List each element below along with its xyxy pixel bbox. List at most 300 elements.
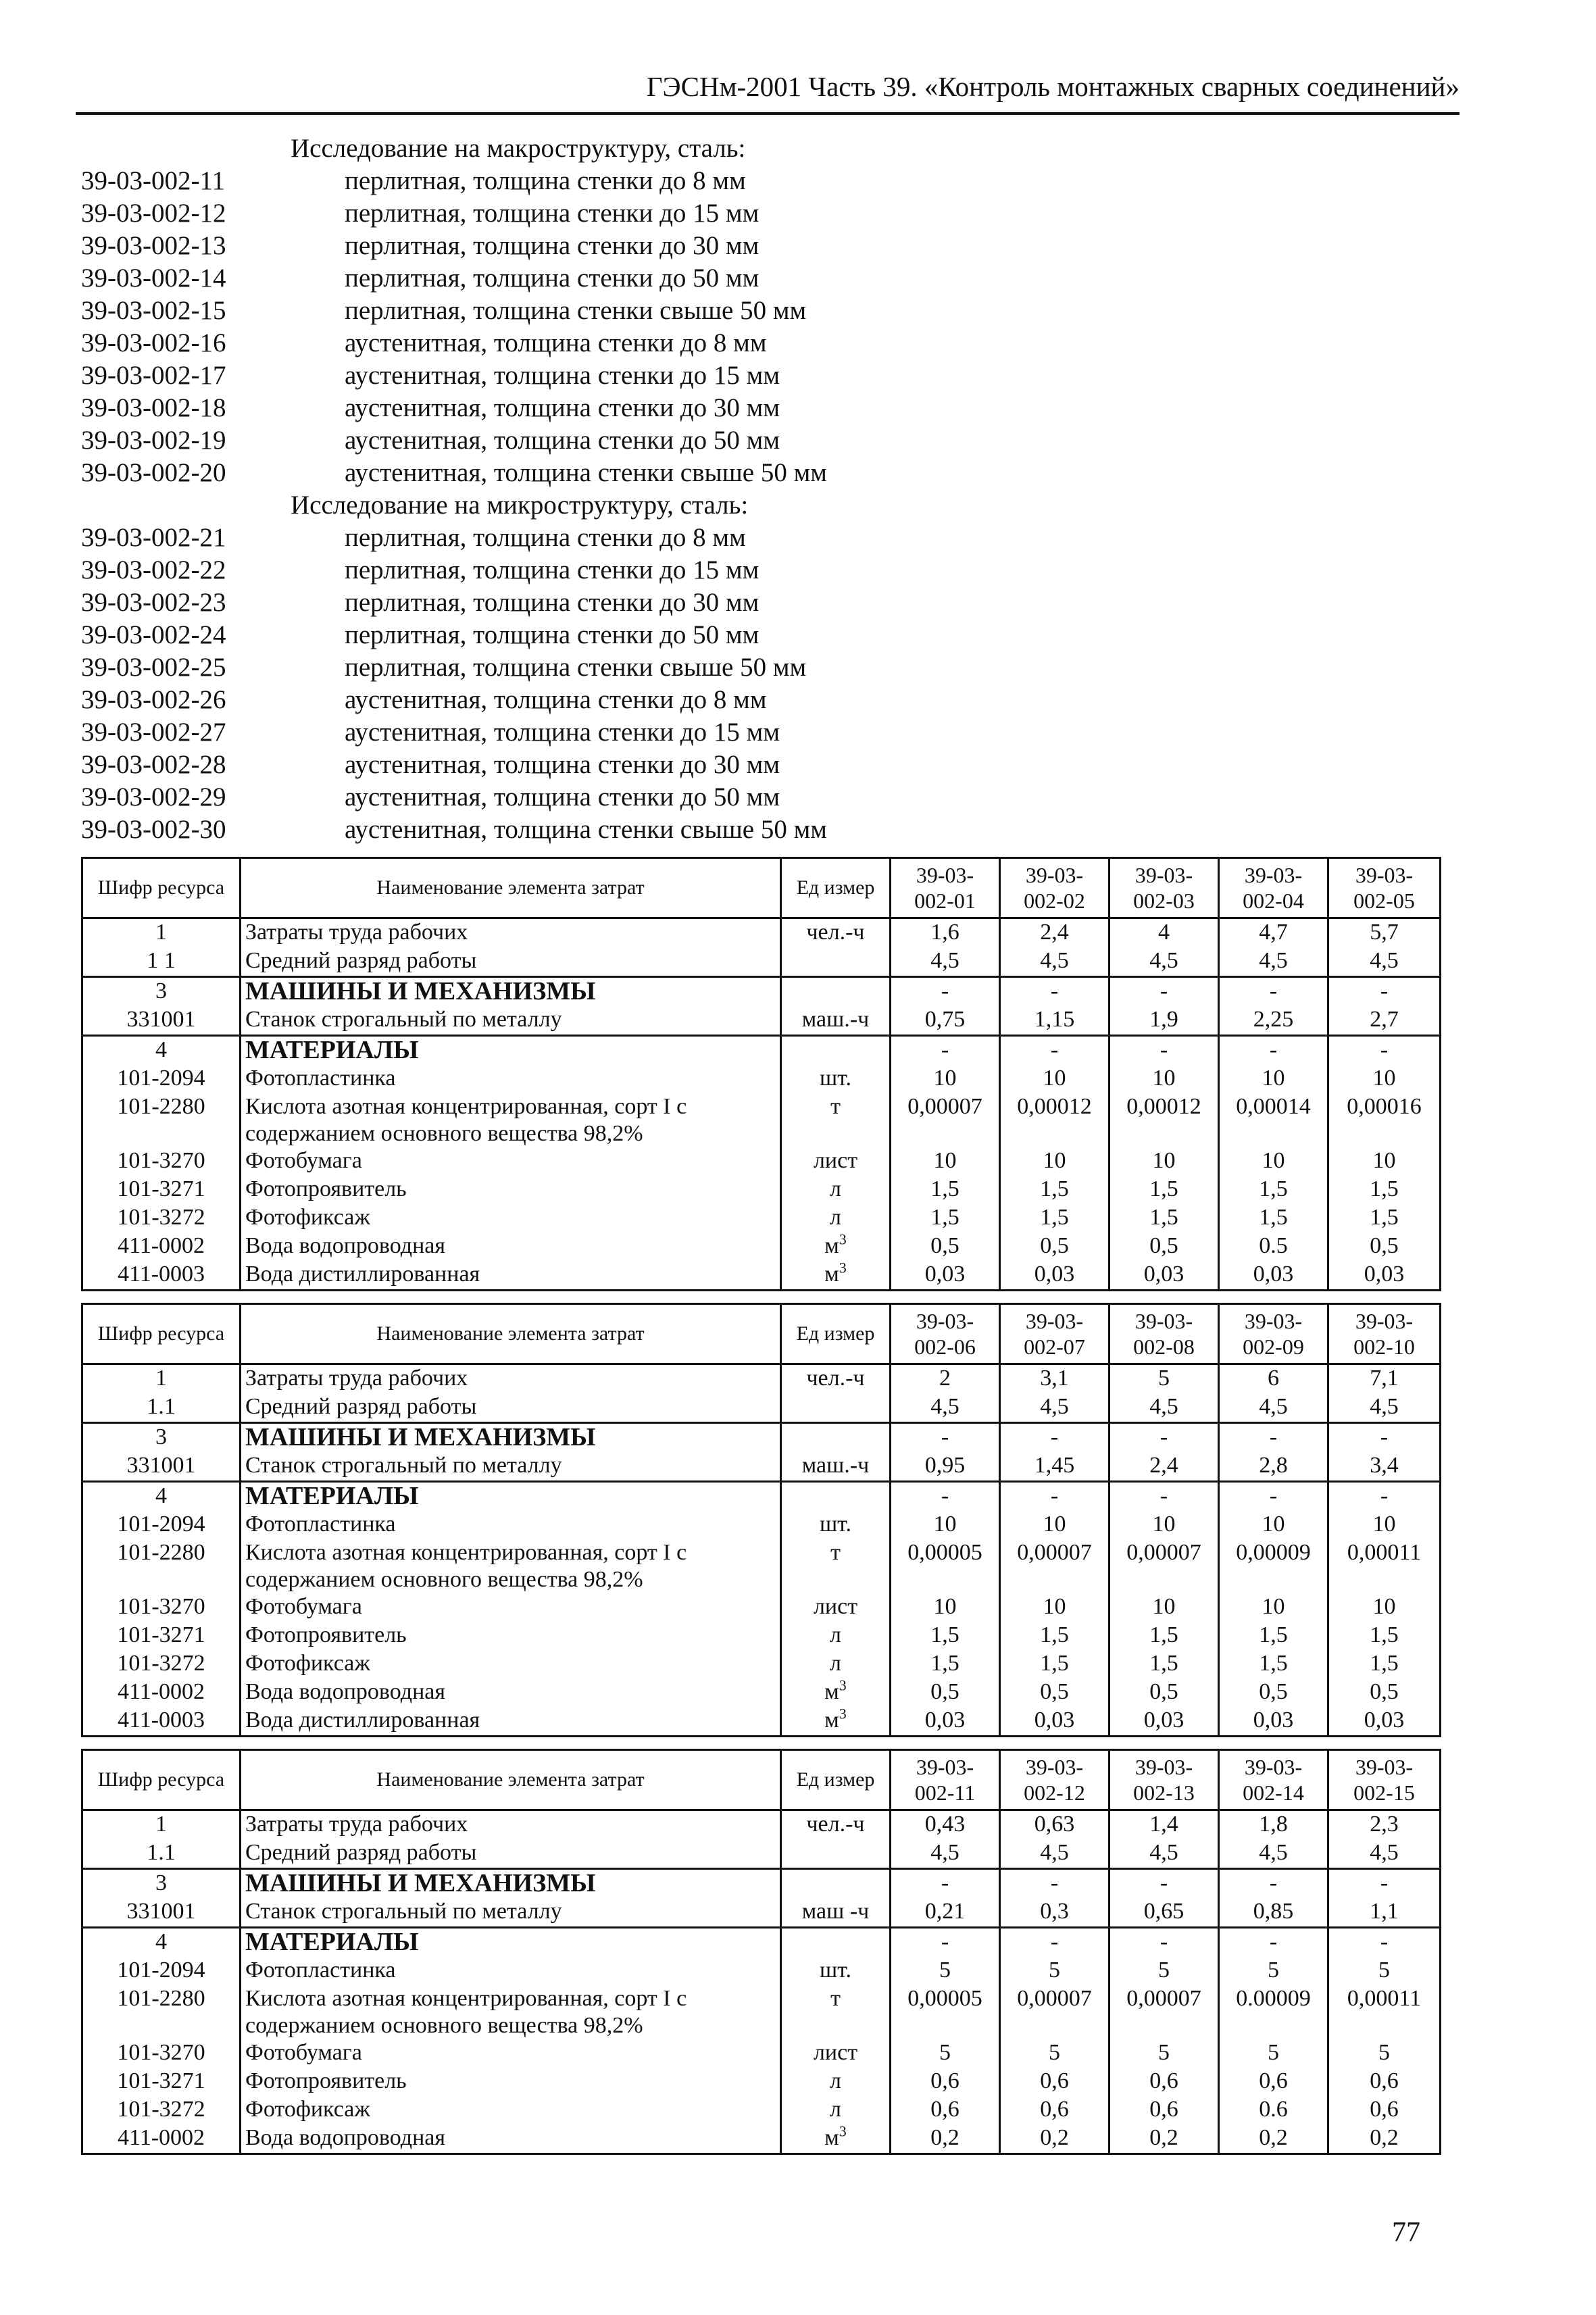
norm-value: 4,5 [1219, 1393, 1328, 1423]
code-list-item [81, 684, 959, 716]
resource-code: 411-0003 [82, 1261, 241, 1291]
norm-value: 1,5 [1109, 1176, 1219, 1204]
resource-name: Кислота азотная концентрированная, сорт I с содержанием основного вещества 98,2% [241, 1985, 781, 2039]
norm-value: 0,65 [1109, 1898, 1219, 1928]
unit-text: т [830, 1540, 841, 1565]
norm-value: 10 [891, 1511, 1000, 1539]
unit-text: т [830, 1094, 841, 1119]
norm-code-part: 39-03- [1355, 1309, 1414, 1333]
norm-value: 1,5 [1328, 1650, 1441, 1678]
norm-code-part: 002-08 [1133, 1335, 1195, 1359]
norm-value: - [1000, 1423, 1109, 1453]
resource-unit [781, 1423, 891, 1453]
unit-text: л [830, 1176, 841, 1201]
norm-value: 0.6 [1219, 2096, 1328, 2124]
norm-value: - [1328, 1036, 1441, 1066]
code-list-code: 39-03-002-30 [81, 815, 226, 844]
norm-value: 10 [891, 1065, 1000, 1093]
norm-code-part: 002-04 [1243, 889, 1304, 913]
norm-value: 10 [1328, 1147, 1441, 1176]
norm-value: 0,03 [1328, 1707, 1441, 1737]
norm-value: 0,6 [1328, 2068, 1441, 2096]
norm-value: 1,5 [1219, 1622, 1328, 1650]
resource-unit [781, 1839, 891, 1869]
norm-code-part: 002-12 [1024, 1781, 1085, 1805]
resource-code: 3 [82, 1423, 241, 1453]
table-header-row [82, 858, 1441, 918]
norm-value: 0,2 [891, 2124, 1000, 2154]
norm-value: 0,00005 [891, 1539, 1000, 1593]
table-row [82, 977, 1441, 1007]
resource-unit [781, 1539, 891, 1593]
resource-unit [781, 1364, 891, 1394]
resource-code: 101-3272 [82, 1204, 241, 1233]
unit-text: л [830, 2097, 841, 2122]
unit-text: маш -ч [801, 1899, 870, 1924]
unit-text: лист [813, 1148, 858, 1173]
header-unit: Ед измер [781, 858, 891, 918]
code-list-description: перлитная, толщина стенки до 8 мм [345, 166, 746, 195]
code-list-item [81, 619, 959, 651]
norm-value: 5 [1000, 1957, 1109, 1985]
code-list-item [81, 262, 959, 295]
code-list-description: аустенитная, толщина стенки до 8 мм [345, 685, 767, 714]
norm-value: 0,43 [891, 1810, 1000, 1840]
unit-text: м [824, 2125, 839, 2150]
norm-value: 4,5 [891, 947, 1000, 977]
unit-superscript: 3 [839, 1676, 847, 1694]
code-list-description: аустенитная, толщина стенки свыше 50 мм [345, 815, 827, 844]
resource-code: 1 1 [82, 947, 241, 977]
resource-unit [781, 1176, 891, 1204]
table-header-row [82, 1750, 1441, 1810]
resource-name: МАТЕРИАЛЫ [241, 1036, 781, 1066]
resource-name: Станок строгальный по металлу [241, 1452, 781, 1482]
norm-value: 2 [891, 1364, 1000, 1394]
norm-value: 10 [1109, 1511, 1219, 1539]
norm-value: 10 [1328, 1065, 1441, 1093]
resource-name: Вода водопроводная [241, 1233, 781, 1261]
norm-value: 0,00009 [1219, 1539, 1328, 1593]
norm-value: 5,7 [1328, 918, 1441, 948]
resource-code: 101-3272 [82, 1650, 241, 1678]
unit-text: шт. [820, 1958, 851, 1983]
norm-value: 10 [1328, 1511, 1441, 1539]
header-code: Шифр ресурса [82, 858, 241, 918]
norm-value: 1,5 [891, 1650, 1000, 1678]
code-list-description: аустенитная, толщина стенки до 15 мм [345, 361, 780, 390]
table-row [82, 1511, 1441, 1539]
unit-text: шт. [820, 1066, 851, 1091]
resource-code: 331001 [82, 1006, 241, 1036]
norm-value: 1,5 [1219, 1176, 1328, 1204]
resource-code: 411-0003 [82, 1707, 241, 1737]
norm-value: - [1219, 1482, 1328, 1512]
header-name: Наименование элемента затрат [241, 1750, 781, 1810]
resource-code: 101-3271 [82, 1622, 241, 1650]
resource-name: Фотопластинка [241, 1065, 781, 1093]
norm-value: 5 [1219, 2039, 1328, 2068]
resource-code: 331001 [82, 1452, 241, 1482]
norm-value: 0,00011 [1328, 1539, 1441, 1593]
norm-value: 4,5 [1328, 947, 1441, 977]
code-list-code: 39-03-002-23 [81, 588, 226, 617]
table-row [82, 1593, 1441, 1622]
code-list-description: перлитная, толщина стенки до 50 мм [345, 264, 759, 293]
norm-value: 0,6 [1000, 2068, 1109, 2096]
norm-value: - [1000, 977, 1109, 1007]
code-list-code: 39-03-002-15 [81, 296, 226, 325]
resource-code: 1 [82, 1364, 241, 1394]
resource-unit [781, 1898, 891, 1928]
norm-value: 5 [1109, 2039, 1219, 2068]
norm-value: - [891, 977, 1000, 1007]
resource-name: МАШИНЫ И МЕХАНИЗМЫ [241, 977, 781, 1007]
header-rule [76, 112, 1460, 115]
table-row [82, 1928, 1441, 1958]
norm-value: - [1219, 1036, 1328, 1066]
norm-value: - [1109, 1036, 1219, 1066]
norm-value: 2,4 [1109, 1452, 1219, 1482]
code-list-item [81, 651, 959, 684]
code-list-description: перлитная, толщина стенки до 30 мм [345, 588, 759, 617]
resource-code: 1.1 [82, 1839, 241, 1869]
norm-value: 10 [891, 1147, 1000, 1176]
norm-value: 0,00012 [1109, 1093, 1219, 1147]
norm-value: 10 [891, 1593, 1000, 1622]
header-name: Наименование элемента затрат [241, 858, 781, 918]
resource-name: Фотопроявитель [241, 2068, 781, 2096]
norm-value: 0,6 [1109, 2096, 1219, 2124]
header-norm-code [891, 1750, 1000, 1810]
code-list-item [81, 814, 959, 846]
resource-name: Фотобумага [241, 1147, 781, 1176]
resource-unit [781, 1230, 891, 1261]
norm-value: 1,9 [1109, 1006, 1219, 1036]
unit-text: л [830, 1622, 841, 1647]
norm-value: 0,5 [891, 1233, 1000, 1261]
code-list-code: 39-03-002-13 [81, 231, 226, 260]
resource-name: Фотопроявитель [241, 1176, 781, 1204]
resource-name: Вода водопроводная [241, 2124, 781, 2154]
norm-value: 0,3 [1000, 1898, 1109, 1928]
table-row [82, 1622, 1441, 1650]
unit-text: м [824, 1262, 839, 1287]
resource-unit [781, 1452, 891, 1482]
resource-code: 101-3272 [82, 2096, 241, 2124]
unit-text: чел.-ч [806, 920, 865, 945]
header-unit: Ед измер [781, 1304, 891, 1364]
norm-value: 1,5 [1000, 1622, 1109, 1650]
norm-code-part: 002-05 [1353, 889, 1415, 913]
code-list-item [81, 197, 959, 230]
norm-value: 0,5 [1328, 1233, 1441, 1261]
code-list-code: 39-03-002-17 [81, 361, 226, 390]
table-row [82, 1957, 1441, 1985]
resource-unit [781, 1593, 891, 1622]
norm-value: 5 [891, 1957, 1000, 1985]
norm-value: 0,00016 [1328, 1093, 1441, 1147]
resource-unit [781, 947, 891, 977]
header-code: Шифр ресурса [82, 1304, 241, 1364]
table-row [82, 1869, 1441, 1899]
resource-name: Фотобумага [241, 1593, 781, 1622]
norm-code-part: 002-09 [1243, 1335, 1304, 1359]
header-norm-code [1328, 1304, 1441, 1364]
code-list-code: 39-03-002-12 [81, 199, 226, 228]
norm-value: 5 [891, 2039, 1000, 2068]
norm-value: 10 [1000, 1593, 1109, 1622]
resource-name: Средний разряд работы [241, 1393, 781, 1423]
header-norm-code [1109, 858, 1219, 918]
norm-code-part: 39-03- [1244, 1309, 1303, 1333]
code-list-item [81, 392, 959, 424]
norm-value: 0.00009 [1219, 1985, 1328, 2039]
norm-value: 5 [1109, 1364, 1219, 1394]
table-row [82, 1233, 1441, 1261]
norm-value: 1,1 [1328, 1898, 1441, 1928]
code-list-item [81, 165, 959, 197]
norm-code-part: 002-15 [1353, 1781, 1415, 1805]
norm-value: 7,1 [1328, 1364, 1441, 1394]
resource-unit [781, 1622, 891, 1650]
table-row [82, 2039, 1441, 2068]
resource-code: 4 [82, 1482, 241, 1512]
resource-unit [781, 1393, 891, 1423]
norm-value: 5 [1109, 1957, 1219, 1985]
norm-value: 1,5 [1109, 1622, 1219, 1650]
norm-value: 4,5 [1000, 1839, 1109, 1869]
norm-value: 3,4 [1328, 1452, 1441, 1482]
header-norm-code [1109, 1304, 1219, 1364]
unit-text: т [830, 1986, 841, 2011]
resource-code: 411-0002 [82, 1233, 241, 1261]
resource-name: Средний разряд работы [241, 1839, 781, 1869]
code-list-item [81, 457, 959, 489]
norm-value: 0,00011 [1328, 1985, 1441, 2039]
unit-text: м [824, 1679, 839, 1704]
resource-code: 101-2280 [82, 1539, 241, 1593]
resource-name: Фотопроявитель [241, 1622, 781, 1650]
table-row [82, 1147, 1441, 1176]
norm-code-part: 002-03 [1133, 889, 1195, 913]
page-number: 77 [1392, 2217, 1420, 2248]
table-header-row [82, 1304, 1441, 1364]
table-row [82, 947, 1441, 977]
norm-value: 0,5 [1000, 1233, 1109, 1261]
norm-value: 10 [1328, 1593, 1441, 1622]
norm-code-part: 39-03- [1355, 1755, 1414, 1779]
norm-value: 0,5 [1328, 1678, 1441, 1707]
norm-value: 10 [1109, 1593, 1219, 1622]
code-list-code: 39-03-002-18 [81, 393, 226, 422]
norm-code-part: 002-01 [914, 889, 976, 913]
norm-value: - [1219, 1869, 1328, 1899]
table-row [82, 1985, 1441, 2039]
resource-code: 101-2094 [82, 1957, 241, 1985]
norm-value: 4,5 [891, 1839, 1000, 1869]
resource-unit [781, 1957, 891, 1985]
norm-value: 4,5 [1109, 947, 1219, 977]
unit-text: л [830, 1205, 841, 1230]
resource-unit [781, 1036, 891, 1066]
norm-code-part: 002-10 [1353, 1335, 1415, 1359]
code-list-code: 39-03-002-14 [81, 264, 226, 293]
code-list-code: 39-03-002-21 [81, 523, 226, 552]
norm-value: 4,5 [1000, 947, 1109, 977]
code-list-description: Исследование на микроструктуру, сталь: [291, 491, 749, 520]
norm-value: 1,5 [1109, 1204, 1219, 1233]
table-row [82, 1065, 1441, 1093]
code-list-code: 39-03-002-16 [81, 328, 226, 357]
norm-value: 0,03 [1109, 1707, 1219, 1737]
norm-code-part: 002-07 [1024, 1335, 1085, 1359]
resource-name: Кислота азотная концентрированная, сорт I с содержанием основного вещества 98,2% [241, 1539, 781, 1593]
norm-value: - [1328, 977, 1441, 1007]
norm-value: - [1000, 1036, 1109, 1066]
norm-value: - [891, 1482, 1000, 1512]
norm-value: 0,03 [1219, 1261, 1328, 1291]
norm-value: 5 [1000, 2039, 1109, 2068]
norm-value: 1,5 [1000, 1176, 1109, 1204]
resource-code: 1 [82, 1810, 241, 1840]
code-list-code: 39-03-002-25 [81, 653, 226, 682]
resource-name: Вода водопроводная [241, 1678, 781, 1707]
resource-code: 101-2094 [82, 1065, 241, 1093]
norm-value: - [1328, 1869, 1441, 1899]
norm-value: - [1000, 1482, 1109, 1512]
norm-value: - [1328, 1928, 1441, 1958]
unit-text: чел.-ч [806, 1812, 865, 1837]
code-list-code: 39-03-002-20 [81, 458, 226, 487]
code-list-description: перлитная, толщина стенки до 15 мм [345, 555, 759, 584]
code-list-description: аустенитная, толщина стенки до 30 мм [345, 750, 780, 779]
header-norm-code [1000, 1304, 1109, 1364]
norm-value: 4,5 [1109, 1393, 1219, 1423]
table-row [82, 2096, 1441, 2124]
unit-text: маш.-ч [801, 1007, 870, 1032]
resource-name: Кислота азотная концентрированная, сорт I с содержанием основного вещества 98,2% [241, 1093, 781, 1147]
resource-unit [781, 1093, 891, 1147]
resource-name: Затраты труда рабочих [241, 1810, 781, 1840]
code-list-code: 39-03-002-28 [81, 750, 226, 779]
norm-value: 0,2 [1000, 2124, 1109, 2154]
norm-value: 0,00007 [1000, 1539, 1109, 1593]
norm-value: 4,5 [1000, 1393, 1109, 1423]
code-list-item [81, 230, 959, 262]
norm-value: 0,00014 [1219, 1093, 1328, 1147]
resource-code: 101-3271 [82, 1176, 241, 1204]
norm-value: - [1219, 1928, 1328, 1958]
code-list-description: перлитная, толщина стенки до 30 мм [345, 231, 759, 260]
unit-text: м [824, 1233, 839, 1258]
norm-value: 10 [1219, 1065, 1328, 1093]
code-list-item [81, 749, 959, 781]
resource-code: 331001 [82, 1898, 241, 1928]
resource-name: МАШИНЫ И МЕХАНИЗМЫ [241, 1869, 781, 1899]
norm-code-part: 002-13 [1133, 1781, 1195, 1805]
header-name: Наименование элемента затрат [241, 1304, 781, 1364]
resource-code: 1 [82, 918, 241, 948]
table-row [82, 1204, 1441, 1233]
norm-code-part: 39-03- [1025, 863, 1084, 887]
table-row [82, 1678, 1441, 1707]
norm-value: 5 [1328, 2039, 1441, 2068]
table-row [82, 1364, 1441, 1394]
resource-code: 3 [82, 977, 241, 1007]
norm-value: 0,03 [1328, 1261, 1441, 1291]
resource-code: 411-0002 [82, 2124, 241, 2154]
resource-unit [781, 1650, 891, 1678]
norm-value: 6 [1219, 1364, 1328, 1394]
table-row [82, 1093, 1441, 1147]
norm-code-part: 002-06 [914, 1335, 976, 1359]
norm-code-part: 39-03- [1244, 1755, 1303, 1779]
resource-unit [781, 1678, 891, 1707]
unit-text: л [830, 1651, 841, 1676]
norm-value: 4,5 [891, 1393, 1000, 1423]
code-list-code: 39-03-002-27 [81, 718, 226, 747]
norm-value: - [891, 1423, 1000, 1453]
resource-name: Вода дистиллированная [241, 1707, 781, 1737]
resource-name: МАШИНЫ И МЕХАНИЗМЫ [241, 1423, 781, 1453]
norm-value: 0,2 [1328, 2124, 1441, 2154]
norm-value: 0,00007 [1000, 1985, 1109, 2039]
table-row [82, 1036, 1441, 1066]
code-list-group-heading [81, 132, 959, 165]
resource-name: Фотобумага [241, 2039, 781, 2068]
resource-name: Станок строгальный по металлу [241, 1006, 781, 1036]
norm-code-part: 39-03- [916, 1755, 974, 1779]
resource-code: 4 [82, 1928, 241, 1958]
table-row [82, 918, 1441, 948]
resource-unit [781, 2096, 891, 2124]
norm-value: 0,6 [891, 2068, 1000, 2096]
norm-value: 0,63 [1000, 1810, 1109, 1840]
norm-value: - [1109, 1482, 1219, 1512]
unit-text: шт. [820, 1512, 851, 1537]
norm-value: 0,00012 [1000, 1093, 1109, 1147]
code-list-description: перлитная, толщина стенки до 15 мм [345, 199, 759, 228]
norm-code-part: 002-11 [914, 1781, 976, 1805]
norm-value: 1,5 [1219, 1204, 1328, 1233]
norm-value: 1,15 [1000, 1006, 1109, 1036]
resource-code: 3 [82, 1869, 241, 1899]
norm-value: 1,5 [891, 1204, 1000, 1233]
norm-value: 1,5 [1328, 1622, 1441, 1650]
resource-code: 101-3270 [82, 1147, 241, 1176]
norm-value: 0,03 [891, 1707, 1000, 1737]
norm-code-part: 39-03- [1355, 863, 1414, 887]
code-list-item [81, 587, 959, 619]
code-list-code: 39-03-002-11 [81, 166, 226, 195]
norm-value: 4 [1109, 918, 1219, 948]
norm-value: 0,5 [1000, 1678, 1109, 1707]
norm-value: 0,6 [1219, 2068, 1328, 2096]
running-header: ГЭСНм-2001 Часть 39. «Контроль монтажных сварных соединений» [646, 71, 1460, 102]
unit-superscript: 3 [839, 1705, 847, 1722]
code-list-description: аустенитная, толщина стенки до 50 мм [345, 782, 780, 812]
norm-value: 10 [1109, 1147, 1219, 1176]
resource-unit [781, 1928, 891, 1958]
code-list-item [81, 522, 959, 554]
norm-value: - [1328, 1423, 1441, 1453]
norm-value: 0,03 [1000, 1707, 1109, 1737]
header-unit: Ед измер [781, 1750, 891, 1810]
table-row [82, 2124, 1441, 2154]
norm-value: 0,00005 [891, 1985, 1000, 2039]
norm-value: 3,1 [1000, 1364, 1109, 1394]
